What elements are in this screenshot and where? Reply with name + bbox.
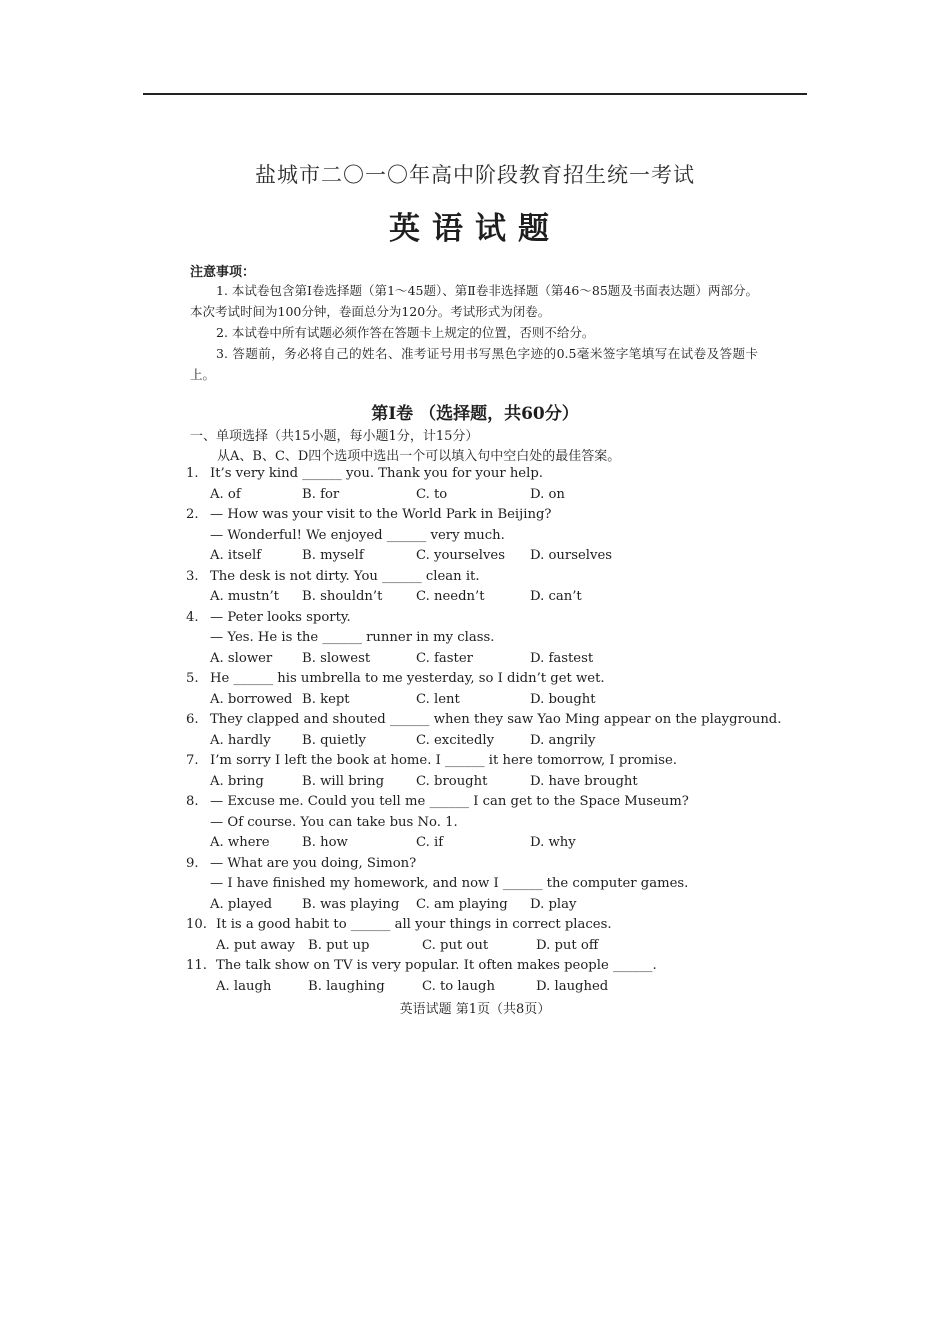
answer-options xyxy=(186,690,766,711)
question-line xyxy=(186,464,766,485)
notice-item: 3. 答题前，务必将自己的姓名、准考证号用书写黑色字迹的0.5毫米签字笔填写在试卷及答题卡上。 xyxy=(190,346,758,382)
exam-title: 盐城市二〇一〇年高中阶段教育招生统一考试 xyxy=(255,163,695,187)
answer-option: A. of xyxy=(210,486,241,502)
page-footer: 英语试题 第1页（共8页） xyxy=(399,1002,551,1017)
question-number: 7. xyxy=(186,753,199,768)
question-text: I’m sorry I left the book at home. I ______ it here tomorrow, I promise. xyxy=(210,753,677,768)
answer-option: D. fastest xyxy=(530,650,594,666)
answer-option: C. to laugh xyxy=(422,978,495,994)
question-number: 2. xyxy=(186,507,199,522)
question-line xyxy=(186,710,782,731)
question-number xyxy=(186,628,210,649)
answer-option: C. to xyxy=(416,486,448,502)
answer-option: C. faster xyxy=(416,650,473,666)
question-number: 6. xyxy=(186,712,199,727)
answer-options xyxy=(186,587,766,608)
answer-option: A. put away xyxy=(216,937,295,953)
answer-option: A. mustn’t xyxy=(210,589,279,604)
answer-option: B. put up xyxy=(308,937,370,953)
section-heading: 一、单项选择（共15小题，每小题1分，计15分） xyxy=(190,429,479,444)
answer-option: A. laugh xyxy=(216,978,272,994)
answer-option: D. play xyxy=(530,896,577,912)
question-list xyxy=(186,464,782,997)
answer-option: B. how xyxy=(302,835,348,850)
answer-option: B. shouldn’t xyxy=(302,589,383,604)
subject-title: 英语试题 xyxy=(389,211,561,247)
question-line xyxy=(186,915,766,936)
answer-option: D. can’t xyxy=(530,589,582,604)
question-line xyxy=(186,792,766,813)
question-number: 5. xyxy=(186,671,199,686)
answer-option: B. kept xyxy=(302,691,350,707)
answer-option: D. bought xyxy=(530,691,596,707)
answer-option: A. borrowed xyxy=(210,691,293,707)
question-number: 9. xyxy=(186,855,199,871)
answer-options xyxy=(186,485,766,506)
answer-option: C. put out xyxy=(422,937,489,953)
answer-option: B. laughing xyxy=(308,978,385,994)
question-line xyxy=(186,608,766,629)
question-text: They clapped and shouted ______ when they saw Yao Ming appear on the playground. xyxy=(210,712,782,727)
question-line xyxy=(186,956,766,977)
answer-option: C. excitedly xyxy=(416,732,495,748)
answer-option: B. myself xyxy=(302,548,364,563)
notice-item: 1. 本试卷包含第Ⅰ卷选择题（第1～45题）、第Ⅱ卷非选择题（第46～85题及书面表达题）两部分。本次考试时间为100分钟，卷面总分为120分。考试形式为闭卷。 xyxy=(190,283,758,319)
answer-option: B. was playing xyxy=(302,896,400,912)
question-text: The talk show on TV is very popular. It often makes people ______. xyxy=(216,958,657,973)
answer-option: C. if xyxy=(416,835,444,850)
top-rule xyxy=(143,93,807,95)
question-line xyxy=(186,628,766,649)
notice-list xyxy=(190,280,758,385)
answer-options xyxy=(186,936,766,957)
answer-option: D. put off xyxy=(536,937,599,953)
answer-options xyxy=(186,977,766,998)
question-number xyxy=(186,874,210,895)
question-number: 11. xyxy=(186,958,207,973)
question-number: 8. xyxy=(186,794,199,809)
question-text: — Yes. He is the ______ runner in my class. xyxy=(210,630,495,645)
answer-option: C. lent xyxy=(416,691,460,707)
question-number xyxy=(186,813,210,834)
answer-option: D. laughed xyxy=(536,978,609,994)
answer-option: D. on xyxy=(530,486,565,502)
question-number: 4. xyxy=(186,609,199,625)
question-line xyxy=(186,751,766,772)
question-text: It is a good habit to ______ all your things in correct places. xyxy=(216,917,612,932)
question-text: — Peter looks sporty. xyxy=(210,609,351,625)
question-line xyxy=(186,526,766,547)
answer-option: D. angrily xyxy=(530,732,596,748)
question-text: — I have finished my homework, and now I ______ the computer games. xyxy=(210,876,689,891)
question-text: — What are you doing, Simon? xyxy=(210,855,417,871)
question-number: 10. xyxy=(186,917,207,932)
answer-option: A. where xyxy=(210,835,270,850)
question-text: It’s very kind ______ you. Thank you for your help. xyxy=(210,466,543,481)
question-text: The desk is not dirty. You ______ clean it. xyxy=(210,568,480,584)
answer-option: C. yourselves xyxy=(416,548,506,563)
answer-options xyxy=(186,895,766,916)
answer-option: B. slowest xyxy=(302,650,371,666)
notice-heading: 注意事项： xyxy=(190,265,256,280)
question-text: — Of course. You can take bus No. 1. xyxy=(210,814,458,830)
answer-option: C. am playing xyxy=(416,896,508,912)
question-line xyxy=(186,874,766,895)
answer-option: A. played xyxy=(210,896,273,912)
answer-option: A. slower xyxy=(210,650,273,666)
answer-option: A. bring xyxy=(210,773,264,789)
question-text: — Excuse me. Could you tell me ______ I can get to the Space Museum? xyxy=(210,794,689,809)
question-text: — Wonderful! We enjoyed ______ very much. xyxy=(210,527,505,543)
answer-option: B. quietly xyxy=(302,732,366,748)
answer-options xyxy=(186,649,766,670)
answer-options xyxy=(186,546,766,567)
question-text: — How was your visit to the World Park in Beijing? xyxy=(210,507,552,522)
question-text: He ______ his umbrella to me yesterday, so I didn’t get wet. xyxy=(210,671,605,686)
answer-option: B. for xyxy=(302,486,340,502)
question-number xyxy=(186,526,210,547)
section-instruction: 从A、B、C、D四个选项中选出一个可以填入句中空白处的最佳答案。 xyxy=(217,449,621,464)
answer-option: C. brought xyxy=(416,773,488,789)
question-line xyxy=(186,813,766,834)
answer-option: A. itself xyxy=(210,548,262,563)
question-line xyxy=(186,669,766,690)
answer-option: C. needn’t xyxy=(416,589,485,604)
answer-option: B. will bring xyxy=(302,773,385,789)
answer-options xyxy=(186,833,766,854)
notice-item: 2. 本试卷中所有试题必须作答在答题卡上规定的位置，否则不给分。 xyxy=(216,325,595,340)
question-number: 3. xyxy=(186,568,199,584)
answer-options xyxy=(186,772,766,793)
question-line xyxy=(186,505,766,526)
question-line xyxy=(186,567,766,588)
answer-option: A. hardly xyxy=(210,732,271,748)
answer-option: D. have brought xyxy=(530,773,638,789)
part-title: 第Ⅰ卷 （选择题，共60分） xyxy=(371,404,579,424)
answer-options xyxy=(186,731,766,752)
question-number: 1. xyxy=(186,466,199,481)
answer-option: D. ourselves xyxy=(530,548,613,563)
answer-option: D. why xyxy=(530,835,576,850)
question-line xyxy=(186,854,766,875)
